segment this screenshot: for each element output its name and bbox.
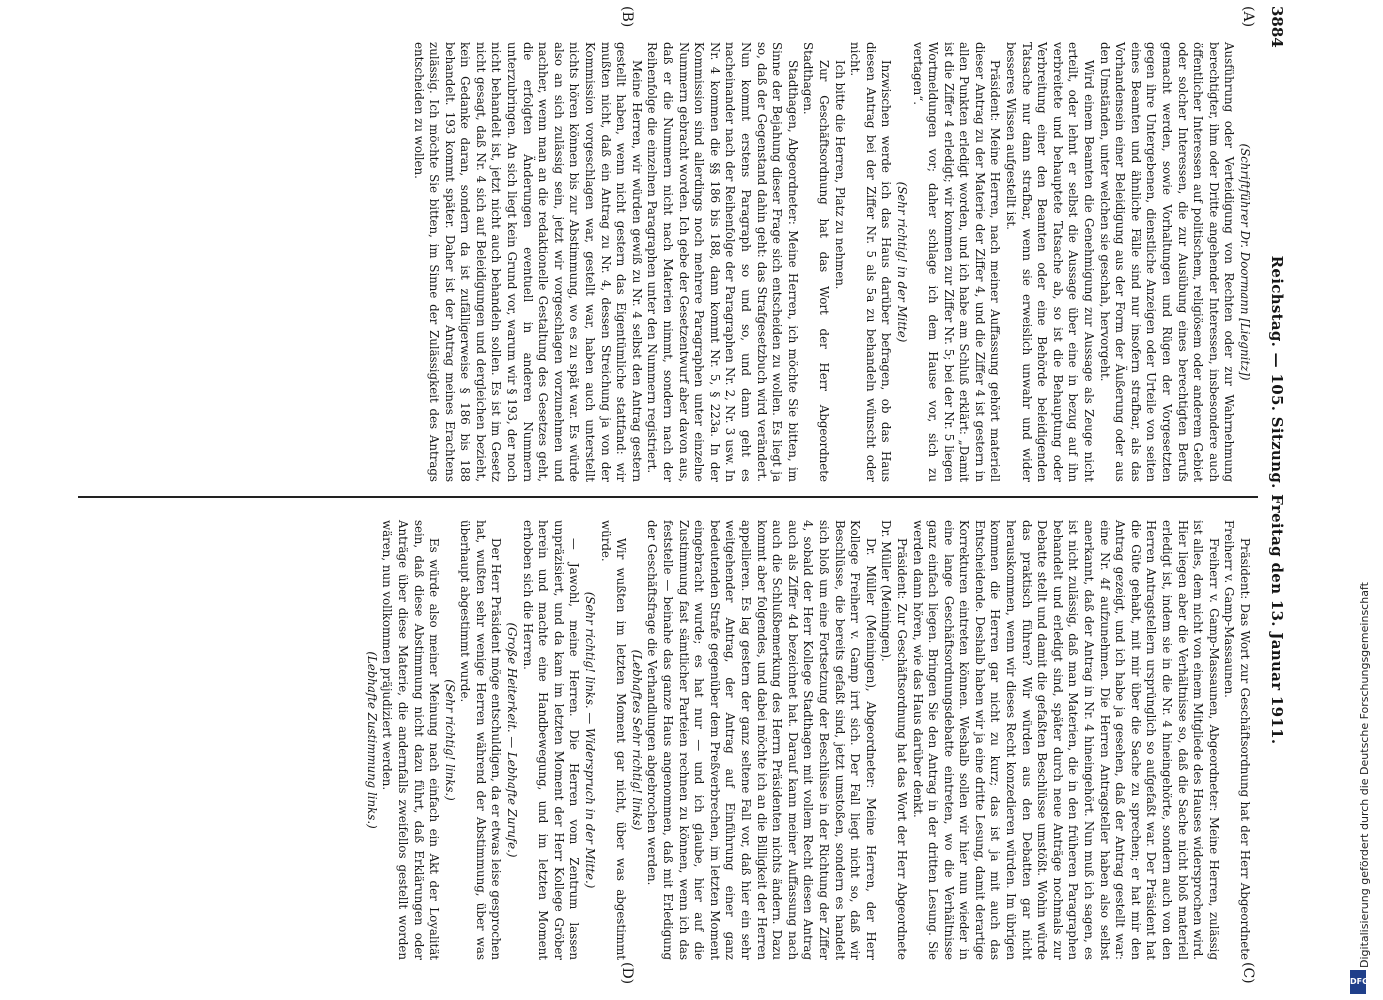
- margin-marker-c: (C): [1240, 962, 1256, 984]
- page-header: [1260, 0, 1292, 1000]
- column-divider: [78, 496, 1258, 498]
- paragraph: Wir wußten im letzten Moment gar nicht, über was abgestimmt würde.: [598, 520, 629, 960]
- paragraph: — Jawohl, meine Herren. Die Herren vom Zentrum lassen unpräzisiert, und da kam im letzten Moment der Herr Kollege Gröber herein und machte eine Handbewegung, und im letzten Moment erhoben sich die Herren.: [520, 520, 582, 960]
- paragraph: Dr. Müller (Meiningen), Abgeordneter: Meine Herren, der Herr Kollege Freiherr v. Gamp irrt sich. Der Fall liegt nicht so, daß wir Beschlüsse, die bereits gefaßt sind, jetzt umstoßen, sondern es handelt sich bloß um eine Fortsetzung der Beschlüsse in der Richtung der Ziffer 4, sobald der Herr Kollege Stadthagen mit vollem Recht diesen Antrag auch als Ziffer 4d bezeichnet hat. Darauf kann meiner Auffassung nach auch die Schlußbemerkung des Herrn Präsidenten nichts ändern. Dazu kommt aber folgendes, und dabei möchte ich an die Billigkeit der Herren appellieren. Es lag gestern der ganz seltene Fall vor, daß hier ein sehr weitgehender Antrag, der Antrag auf Einführung einer ganz bedeutenden Strafe gegenüber dem Preßverbrechen, im letzten Moment eingebracht wurde; es hat nur — und ich glaube, hier auf die Zustimmung fast sämtlicher Parteien rechnen zu können, wenn ich das feststelle — beinahe das ganze Haus angenommen, daß mit Erledigung der Geschäftsfrage die Verhandlungen abgebrochen werden.: [645, 520, 878, 960]
- left-column: [410, 42, 1252, 482]
- margin-marker-d: (D): [619, 962, 635, 985]
- dfg-logo: DFG: [1350, 970, 1366, 994]
- digitization-credit: [1346, 0, 1383, 1000]
- page-title: Reichstag. — 105. Sitzung. Freitag den 13. Januar 1911.: [1268, 255, 1286, 745]
- paragraph: Präsident: Das Wort zur Geschäftsordnung hat der Herr Abgeordnete Freiherr v. Gamp-Massaunen.: [1222, 520, 1252, 960]
- paragraph: Ausführung oder Verteidigung von Rechten oder zur Wahrnehmung berechtigter, ihm oder Dritte angehender Interessen, insbesondere auch öffentlicher Interessen auf politischem, religiösem oder anderem Gebiet oder solcher Interessen, die zur Ausübung eines berechtigten Berufs gemacht werden, sowie Vorhaltungen und Rügen der Vorgesetzten gegen ihre Untergebenen, dienstliche Anzeigen oder Urteile von seiten eines Beamten und ähnliche Fälle sind nur insofern strafbar, als das Vorhandensein einer Beleidigung aus der Form der Äußerung oder aus den Umständen, unter welchen sie geschah, hervorgeht.: [1097, 42, 1237, 482]
- page-number: 3884: [1268, 6, 1286, 48]
- paragraph: Inzwischen werde ich das Haus darüber befragen, ob das Haus diesen Antrag bei der Ziffer Nr. 5 als 5a zu behandeln wünscht oder nicht.: [848, 42, 894, 482]
- paragraph: Meine Herren, wir würden gewiß zu Nr. 4 selbst den Antrag gestern gestellt haben, wenn nicht gestern das Eigentümliche stattfand: wir mußten nicht, daß ein Antrag zu Nr. 4, dessen Streichung ja von der Kommission vorgeschlagen war, gestellt war, haben auch unterstellt nichts hören können bis zur Abstimmung, wo es zu spät war. Es würde also an sich zulässig sein, jetzt wir vorgeschlagen vorzunehmen und nachher, wenn man an die redaktionelle Gestaltung des Gesetzes geht, die erfolgten Änderungen eventuell in anderen Nummern unterzubringen. An sich liegt kein Grund vor, warum wir § 193, der noch nicht behandelt ist, jetzt nicht auch behandeln sollen. Es ist im Gesetz nicht gesagt, daß Nr. 4 sich auf Beleidigungen und dergleichen bezieht, kein Gedanke daran, sondern da ist zufälligerweise § 186 bis 188 behandelt. 193 kommt später. Daher ist der Antrag meines Erachtens zulässig. Ich möchte Sie bitten, im Sinne der Zulässigkeit des Antrags entscheiden zu wollen.: [411, 42, 644, 482]
- interjection: (Große Heiterkeit. — Lebhafte Zurufe.): [505, 622, 520, 858]
- margin-marker-a: (A): [1240, 6, 1256, 28]
- margin-marker-b: (B): [619, 6, 635, 28]
- paragraph: Zur Geschäftsordnung hat das Wort der Herr Abgeordnete Stadthagen.: [801, 42, 831, 482]
- credit-text: Digitalisierung gefördert durch die Deutsche Forschungsgemeinschaft: [1358, 582, 1371, 968]
- interjection: (Sehr richtig! links.): [442, 679, 457, 801]
- interjection: (Sehr richtig! links. — Widerspruch in der Mitte.): [583, 591, 598, 889]
- interjection: (Lebhaftes Sehr richtig! links): [629, 649, 644, 831]
- paragraph: Präsident: Zur Geschäftsordnung hat das Wort der Herr Abgeordnete Dr. Müller (Meiningen).: [879, 520, 909, 960]
- interjection: (Lebhafte Zustimmung links.): [364, 651, 379, 829]
- paragraph: Freiherr v. Gamp-Massaunen, Abgeordneter: Meine Herren, zulässig ist alles, dem nicht von einem Mitgliede des Hauses widersprochen wird. Hier liegen aber die Verhältnisse so, daß die Sache nicht bloß materiell erledigt ist, indem sie in die Nr. 4 hineingehörte, sondern auch von den Herren Antragstellern ursprünglich so aufgefaßt war. Der Präsident hat die Güte gehabt, mit mir über die Sache zu sprechen; er hat mir den Antrag gezeigt, und ich habe ja gesehen, daß der Antrag gestellt war: eine Nr. 4f aufzunehmen. Die Herren Antragsteller haben also selbst anerkannt, daß der Antrag in Nr. 4 hineingehört. Nun muß ich sagen, es ist nicht zulässig, daß man Materien, die in den früheren Paragraphen behandelt und erledigt sind, später durch neue Anträge nochmals zur Debatte stellt und damit die gefaßten Beschlüsse umstößt. Wohin würde das praktisch führen? Wir würden aus den Debatten gar nicht herauskommen, wenn wir dieses Recht konzedieren würden. Im übrigen kommen die Herren gar nicht zu kurz; das ist ja mit auch das Entscheidende. Deshalb haben wir ja eine dritte Lesung, damit derartige Korrekturen eintreten können. Weshalb sollen wir hier nun wieder in eine lange Geschäftsordnungsdebatte eintreten, wo die Verhältnisse ganz einfach liegen. Bringen Sie den Antrag in der dritten Lesung. Sie werden dann hören, wie das Haus darüber denkt.: [910, 520, 1221, 960]
- paragraph: Wird einem Beamten die Genehmigung zur Aussage als Zeuge nicht erteilt, oder lehnt er selbst die Aussage über eine in bezug auf ihn verbreitete und behauptete Tatsache ab, so ist die Behauptung oder Verbreitung einer den Beamten oder eine Behörde beleidigenden Tatsache nur dann strafbar, wenn sie erweislich unwahr und wider besseres Wissen aufgestellt ist.: [1004, 42, 1097, 482]
- paragraph: Der Herr Präsident möge entschuldigen, da er etwas leise gesprochen hat, wußten sehr wenige Herren während der Abstimmung, über was überhaupt abgestimmt wurde.: [458, 520, 504, 960]
- paragraph: Ich bitte die Herren, Platz zu nehmen.: [832, 60, 847, 290]
- right-column: [363, 520, 1252, 960]
- interjection: (Sehr richtig! in der Mitte): [894, 181, 909, 343]
- paragraph: Stadthagen, Abgeordneter: Meine Herren, ich möchte Sie bitten, im Sinne der Bejahung dieser Frage sich entscheiden zu wollen. Es liegt ja so, daß der Gegenstand dahin geht: das Strafgesetzbuch wird verändert. Nun kommt erstens Paragraph so und so, und dann geht es nacheinander nach der Reihenfolge der Paragraphen Nr. 2, Nr. 3 usw. In Nr. 4 kommen die §§ 186 bis 188, dann kommt Nr. 5, § 223a. In der Kommission sind allerdings noch mehrere Paragraphen unter einzelne Nummern gebracht worden. Ich gebe der Gesetzentwurf aber davon aus, daß er die Nummern nicht nach Materien nimmt, sondern nach der Reihenfolge die einzelnen Paragraphen unter den Nummern registriert.: [645, 42, 800, 482]
- speaker-note: (Schriftführer Dr. Doormann [Liegnitz]): [1238, 143, 1252, 381]
- paragraph: Es würde also meiner Meinung nach einfach ein Akt der Loyalität sein, daß diese Abstimmung nicht dazu führt, daß Erklärungen oder Anträge über diese Materie, die andernfalls zweifellos gestellt worden wären, nun vollkommen präjudiziert werden.: [380, 520, 442, 960]
- paragraph: Präsident: Meine Herren, nach meiner Auffassung gehört materiell dieser Antrag zu der Materie der Ziffer 4, und die Ziffer 4 ist gestern in allen Punkten erledigt worden, und ich habe am Schluß erklärt: „Damit ist die Ziffer 4 erledigt; wir kommen zur Ziffer Nr. 5; bei der Nr. 5 liegen Wortmeldungen vor; daher schlage ich dem Hause vor, sich zu vertagen“.: [910, 42, 1003, 482]
